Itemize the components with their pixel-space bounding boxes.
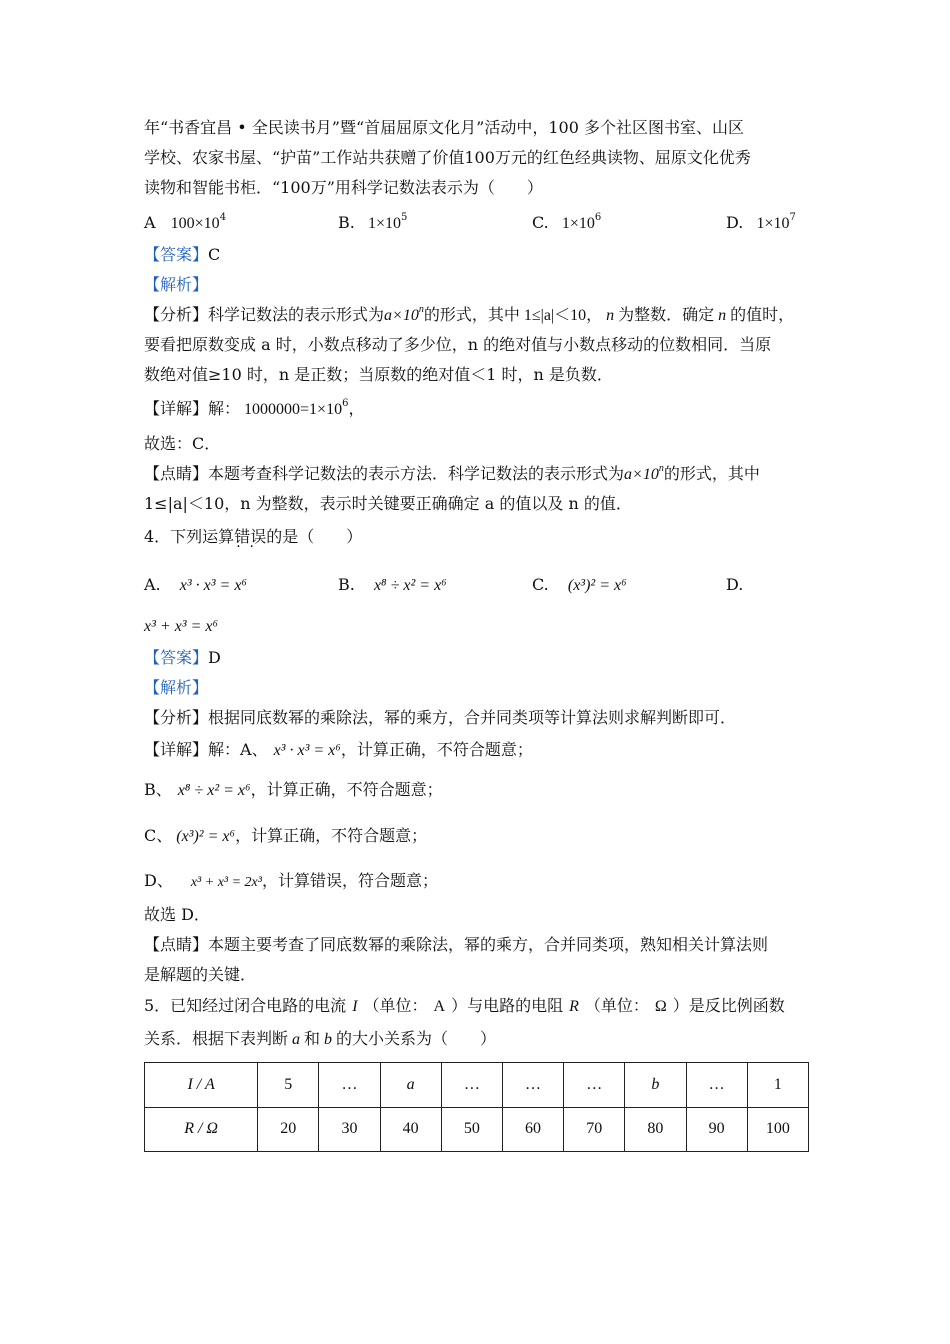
q3-fenxi-line-1 (144, 305, 794, 326)
table-cell: 90 (686, 1107, 747, 1152)
q3-option-b-exp: 5 (400, 212, 408, 223)
math: x³ + x³ = 2x³ (190, 875, 262, 890)
text: 本题主要考查了同底数幂的乘除法，幂的乘方，合并同类项，熟知相关计算法则 (208, 935, 769, 954)
q4-detail-c (144, 826, 427, 847)
table-cell: b (625, 1063, 686, 1108)
math: A (433, 998, 446, 1015)
intro-line-2: 学校、农家书屋、“护苗”工作站共获赠了价值100万元的红色经典读物、屈原文化优秀 (144, 148, 751, 167)
dianjing-tag: 【点睛】 (144, 464, 209, 483)
q4-detail-b (144, 780, 443, 801)
table-row-header: R / Ω (145, 1107, 258, 1152)
q4-dianjing-line-1 (144, 935, 768, 955)
math-exp: n (418, 304, 424, 315)
q4-analysis-line (144, 678, 208, 698)
table-cell: 70 (564, 1107, 625, 1152)
answer-tag: 【答案】 (144, 245, 209, 264)
text: 关系．根据下表判断 (144, 1029, 289, 1048)
q3-fenxi-line-2: 要看把原数变成 a 时，小数点移动了多少位，n 的绝对值与小数点移动的位数相同．当原 (144, 335, 772, 354)
text: ， (348, 399, 365, 418)
detail-tag: 【详解】 (144, 399, 209, 418)
table-cell: 60 (502, 1107, 563, 1152)
table-row-header: I / A (145, 1063, 258, 1108)
table-cell: a (380, 1063, 441, 1108)
text: B、 (144, 780, 172, 799)
table-cell: … (502, 1063, 563, 1108)
q3-analysis-line (144, 275, 208, 295)
text: D、 (144, 871, 173, 890)
text: 本题考查科学记数法的表示方法．科学记数法的表示形式为 (208, 464, 625, 483)
table-row (145, 1063, 809, 1108)
q4-option-d-math (144, 616, 218, 637)
q4-option-b (338, 575, 447, 596)
option-label: B. (338, 575, 355, 594)
dianjing-tag: 【点睛】 (144, 935, 209, 954)
table-cell: … (564, 1063, 625, 1108)
q3-option-d-exp: 7 (789, 212, 796, 223)
intro-line-3: 读物和智能书柜．“100万”用科学记数法表示为（ ） (144, 178, 543, 197)
fenxi-tag: 【分析】 (144, 708, 209, 727)
q3-option-a (144, 213, 226, 234)
option-math: x³ · x³ = x⁶ (179, 577, 247, 594)
q4-title (144, 527, 362, 547)
text: 和 (304, 1029, 321, 1048)
q5-line-2 (144, 1029, 496, 1050)
q3-option-a-base: 100×10 (170, 215, 220, 232)
option-label: A. (144, 575, 161, 594)
q4-answer-line (144, 648, 221, 668)
q3-answer-value: C (208, 245, 221, 264)
math: I (352, 998, 358, 1015)
q4-detail-a (144, 740, 533, 761)
math: n (606, 307, 615, 324)
math: n (718, 307, 727, 324)
math: a (292, 1031, 301, 1048)
answer-tag: 【答案】 (144, 648, 209, 667)
q3-option-c-base: 1×10 (561, 215, 595, 232)
table-cell: 100 (747, 1107, 808, 1152)
q3-option-b-letter: B. (338, 213, 355, 232)
math: 1000000=1×10 (244, 401, 343, 418)
math: (x³)² = x⁶ (176, 828, 236, 845)
text: ，计算错误，符合题意； (261, 871, 438, 890)
q3-option-c (532, 213, 601, 234)
table-cell: 80 (625, 1107, 686, 1152)
q4-choose-line: 故选 D． (144, 905, 210, 924)
math: Ω (654, 998, 667, 1015)
table-cell: … (441, 1063, 502, 1108)
analysis-tag: 【解析】 (144, 275, 209, 294)
table-cell: 50 (441, 1107, 502, 1152)
q4-detail-d (144, 871, 438, 893)
math: a×10 (624, 466, 659, 483)
q4-answer-value: D (208, 648, 221, 667)
text: 的形式，其中 (423, 305, 520, 324)
q5-data-table (144, 1062, 809, 1152)
table-cell: 40 (380, 1107, 441, 1152)
q3-dianjing-line-2: 1≤|a|＜10，n 为整数，表示时关键要正确确定 a 的值以及 n 的值． (144, 494, 632, 513)
q4-dianjing-line-2: 是解题的关键． (144, 965, 257, 984)
q3-option-d-letter: D. (726, 213, 744, 232)
q5-line-1 (144, 996, 785, 1017)
q3-option-a-letter: A (144, 213, 156, 232)
text: 的形式，其中 (663, 464, 760, 483)
text: 根据同底数幂的乘除法，幂的乘方，合并同类项等计算法则求解判断即可． (208, 708, 737, 727)
q4-option-d (726, 575, 743, 595)
table-cell: 30 (319, 1107, 380, 1152)
q4-option-c (532, 575, 627, 596)
text: ，计算正确，不符合题意； (235, 826, 428, 845)
math: 1≤|a|＜10， (523, 307, 603, 324)
analysis-tag: 【解析】 (144, 678, 209, 697)
fenxi-tag: 【分析】 (144, 305, 209, 324)
math: x⁸ ÷ x² = x⁶ (177, 782, 251, 799)
detail-tag: 【详解】 (144, 740, 209, 759)
text: 科学记数法的表示形式为 (208, 305, 385, 324)
text: 的大小关系为（ ） (336, 1029, 497, 1048)
table-cell: … (686, 1063, 747, 1108)
text: 的值时， (730, 305, 795, 324)
text: 的是（ ） (266, 527, 363, 546)
q3-choose-line: 故选：C． (144, 434, 221, 453)
math: x³ · x³ = x⁶ (273, 742, 341, 759)
q3-option-a-exp: 4 (219, 212, 227, 223)
q3-option-d (726, 213, 796, 234)
table-cell: 5 (258, 1063, 319, 1108)
q3-option-c-exp: 6 (594, 212, 602, 223)
q4-option-a (144, 575, 247, 596)
math-exp: 6 (342, 398, 349, 409)
q3-answer-line (144, 245, 220, 265)
math: b (324, 1031, 333, 1048)
text: （单位： (363, 996, 428, 1015)
text: ）是反比例函数 (672, 996, 785, 1015)
option-math: x³ + x³ = x⁶ (144, 618, 219, 635)
q3-option-c-letter: C. (532, 213, 549, 232)
text: ，计算正确，不符合题意； (340, 740, 533, 759)
text: 解： (208, 399, 241, 418)
text: ，计算正确，不符合题意； (250, 780, 443, 799)
text: C、 (144, 826, 173, 845)
q3-dianjing-line-1 (144, 464, 760, 485)
q3-option-d-base: 1×10 (756, 215, 790, 232)
text: 5．已知经过闭合电路的电流 (144, 996, 347, 1015)
table-cell: … (319, 1063, 380, 1108)
intro-line-1: 年“书香宜昌 • 全民读书月”暨“首届屈原文化月”活动中，100 多个社区图书室、山区 (144, 118, 744, 137)
q3-fenxi-line-3: 数绝对值≥10 时，n 是正数；当原数的绝对值＜1 时，n 是负数． (144, 365, 613, 384)
math-exp: n (658, 463, 664, 474)
q3-detail-line (144, 399, 364, 420)
text: ）与电路的电阻 (451, 996, 564, 1015)
text: 为整数．确定 (618, 305, 715, 324)
text: （单位： (584, 996, 649, 1015)
q3-option-b-base: 1×10 (367, 215, 401, 232)
option-label: C. (532, 575, 549, 594)
table-cell: 1 (747, 1063, 808, 1108)
table-cell: 20 (258, 1107, 319, 1152)
q4-fenxi-line (144, 708, 736, 728)
emphasis-text: 错误 · · (234, 527, 266, 547)
text: 解：A、 (208, 740, 268, 759)
q3-option-b (338, 213, 407, 234)
option-math: (x³)² = x⁶ (567, 577, 627, 594)
math: R (569, 998, 579, 1015)
table-row (145, 1107, 809, 1152)
math: a×10 (384, 307, 419, 324)
option-label: D. (726, 575, 744, 594)
text: 4．下列运算 (144, 527, 235, 546)
option-math: x⁸ ÷ x² = x⁶ (373, 577, 447, 594)
